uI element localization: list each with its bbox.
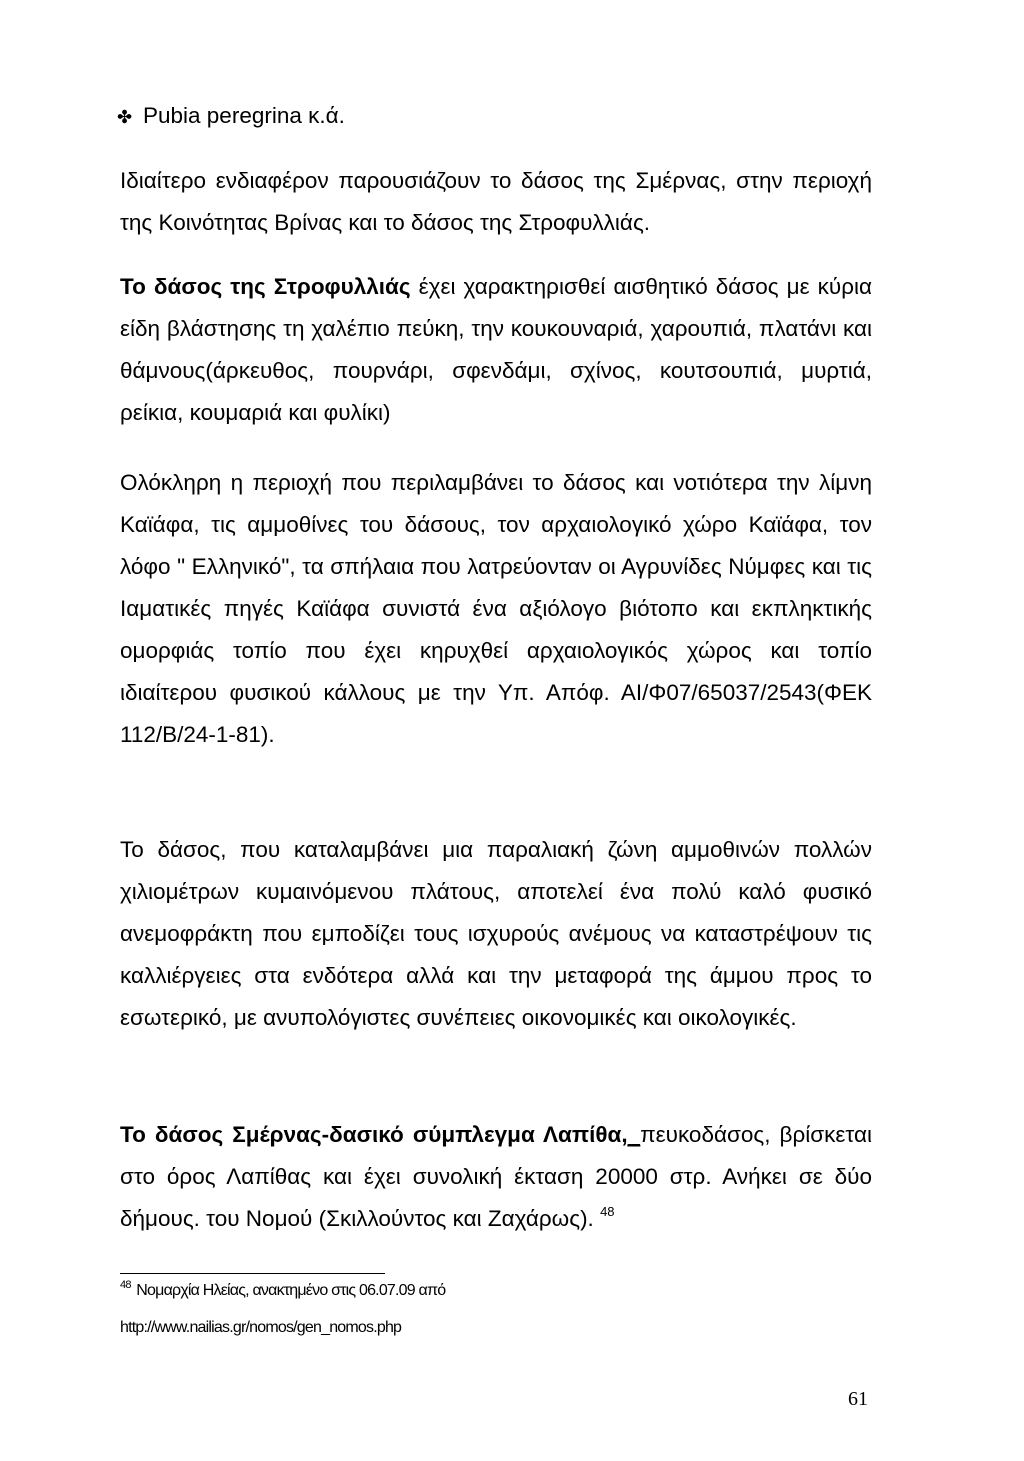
paragraph-5-underline-gap: _ <box>627 1122 641 1147</box>
footnote-separator <box>120 1273 385 1274</box>
footnote-number: 48 <box>120 1279 131 1291</box>
paragraph-3: Ολόκληρη η περιοχή που περιλαμβάνει το δάσος και νοτιότερα την λίμνη Καϊάφα, τις αμμοθίνες του δάσους, τον αρχαιολογικό χώρο Καϊάφα, τον λόφο " Ελληνικό", τα σπήλαια που λατρεύονταν οι Αγρυνίδες Νύμφες και τις Ιαματικές πηγές Καϊάφα συνιστά ένα αξιόλογο βιότοπο και εκπληκτικής ομορφιάς τοπίο που έχει κηρυχθεί αρχαιολογικός χώρος και τοπίο ιδιαίτερου φυσικού κάλλους με την Υπ. Απόφ. ΑΙ/Φ07/65037/2543(ΦΕΚ 112/Β/24-1-81). <box>120 470 872 747</box>
footnote-text: Νομαρχία Ηλείας, ανακτημένο στις 06.07.09 από <box>136 1282 446 1299</box>
paragraph-1: Ιδιαίτερο ενδιαφέρον παρουσιάζουν το δάσος της Σμέρνας, στην περιοχή της Κοινότητας Βρίνας και το δάσος της Στροφυλλιάς. <box>120 168 872 235</box>
footnote-url[interactable]: http://www.nailias.gr/nomos/gen_nomos.php <box>120 1319 402 1336</box>
paragraph-5-text: πευκοδάσος, βρίσκεται στο όρος Λαπίθας και έχει συνολική έκταση 20000 στρ. Ανήκει σε δύο δήμους. του Νομού (Σκιλλούντος και Ζαχάρως). <box>120 1122 873 1231</box>
page-number: 61 <box>848 1388 868 1410</box>
bullet-icon: ✤ <box>117 107 133 127</box>
footnote-reference[interactable]: 48 <box>600 1204 615 1219</box>
paragraph-2-text: έχει χαρακτηρισθεί αισθητικό δάσος με κύρια είδη βλάστησης τη χαλέπιο πεύκη, την κουκουναριά, χαρουπιά, πλατάνι και θάμνους(άρκευθος, πουρνάρι, σφενδάμι, σχίνος, κουτσουπιά, μυρτιά, ρείκια, κουμαριά και φυλίκι) <box>120 274 872 425</box>
bullet-item-text: Pubia peregrina κ.ά. <box>143 103 345 128</box>
paragraph-4: Το δάσος, που καταλαμβάνει μια παραλιακή ζώνη αμμοθινών πολλών χιλιομέτρων κυμαινόμενου πλάτους, αποτελεί ένα πολύ καλό φυσικό ανεμοφράκτη που εμποδίζει τους ισχυρούς ανέμους να καταστρέψουν τις καλλιέργειες στα ενδότερα αλλά και την μεταφορά της άμμου προς το εσωτερικό, με ανυπολόγιστες συνέπειες οικονομικές και οικολογικές. <box>120 837 872 1030</box>
paragraph-2-bold-lead: Το δάσος της Στροφυλλιάς <box>120 274 411 299</box>
paragraph-2 <box>120 266 872 434</box>
bullet-list-item <box>117 103 345 129</box>
footnote-line <box>120 1279 880 1300</box>
paragraph-5-bold-lead: Το δάσος Σμέρνας-δασικό σύμπλεγμα Λαπίθα, <box>120 1122 628 1147</box>
paragraph-5 <box>120 1114 872 1240</box>
